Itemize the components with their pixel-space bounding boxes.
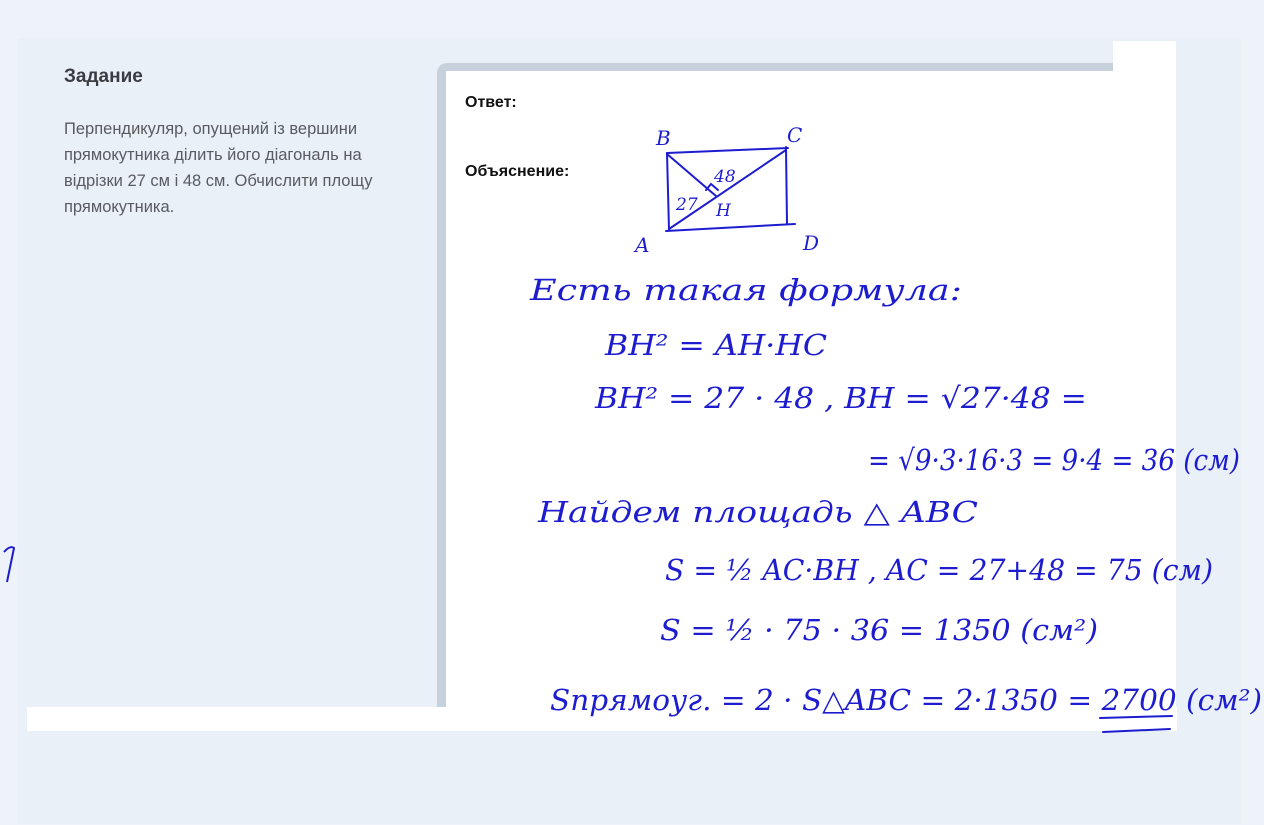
vertex-d-label: D <box>803 231 820 255</box>
task-text: Перпендикуляр, опущений із вершини прямокутника ділить його діагональ на відрізки 27 см і 48 см. Обчислити площу прямокутника. <box>64 120 373 216</box>
rectangle-left-side <box>667 153 669 230</box>
answer-label: Ответ: <box>465 94 517 111</box>
solution-line-6: S = ½ AC·BH , AC = 27+48 = 75 (см) <box>665 553 1213 587</box>
vertex-b-label: B <box>656 126 671 150</box>
explanation-label: Объяснение: <box>465 163 570 180</box>
solution-line-3: BH² = 27 · 48 , BH = √27·48 = <box>593 381 1087 415</box>
perpendicular-bh <box>667 154 716 196</box>
solution-line-5: Найдем площадь △ ABC <box>536 495 978 529</box>
rectangle-top-side <box>667 148 788 153</box>
vertex-a-label: A <box>635 233 650 257</box>
solution-line-8: Sпрямоуг. = 2 · S△ABC = 2·1350 = 2700 (см²) <box>550 683 1262 717</box>
solution-lines <box>529 273 1262 717</box>
point-h-label: H <box>716 201 731 221</box>
stray-ink-mark <box>4 547 14 582</box>
solution-line-4: = √9·3·16·3 = 9·4 = 36 (см) <box>868 443 1240 477</box>
vertex-c-label: C <box>787 123 803 147</box>
segment-27-label: 27 <box>676 195 698 215</box>
segment-48-label: 48 <box>714 167 736 187</box>
rectangle-bottom-side <box>666 224 795 231</box>
solution-line-1: Есть такая формула: <box>528 273 962 307</box>
answer-underline <box>1100 716 1172 732</box>
solution-line-7: S = ½ · 75 · 36 = 1350 (см²) <box>660 613 1098 647</box>
task-title: Задание <box>64 66 143 87</box>
rectangle-right-side <box>786 147 787 224</box>
solution-line-2: BH² = AH·HC <box>603 328 827 362</box>
